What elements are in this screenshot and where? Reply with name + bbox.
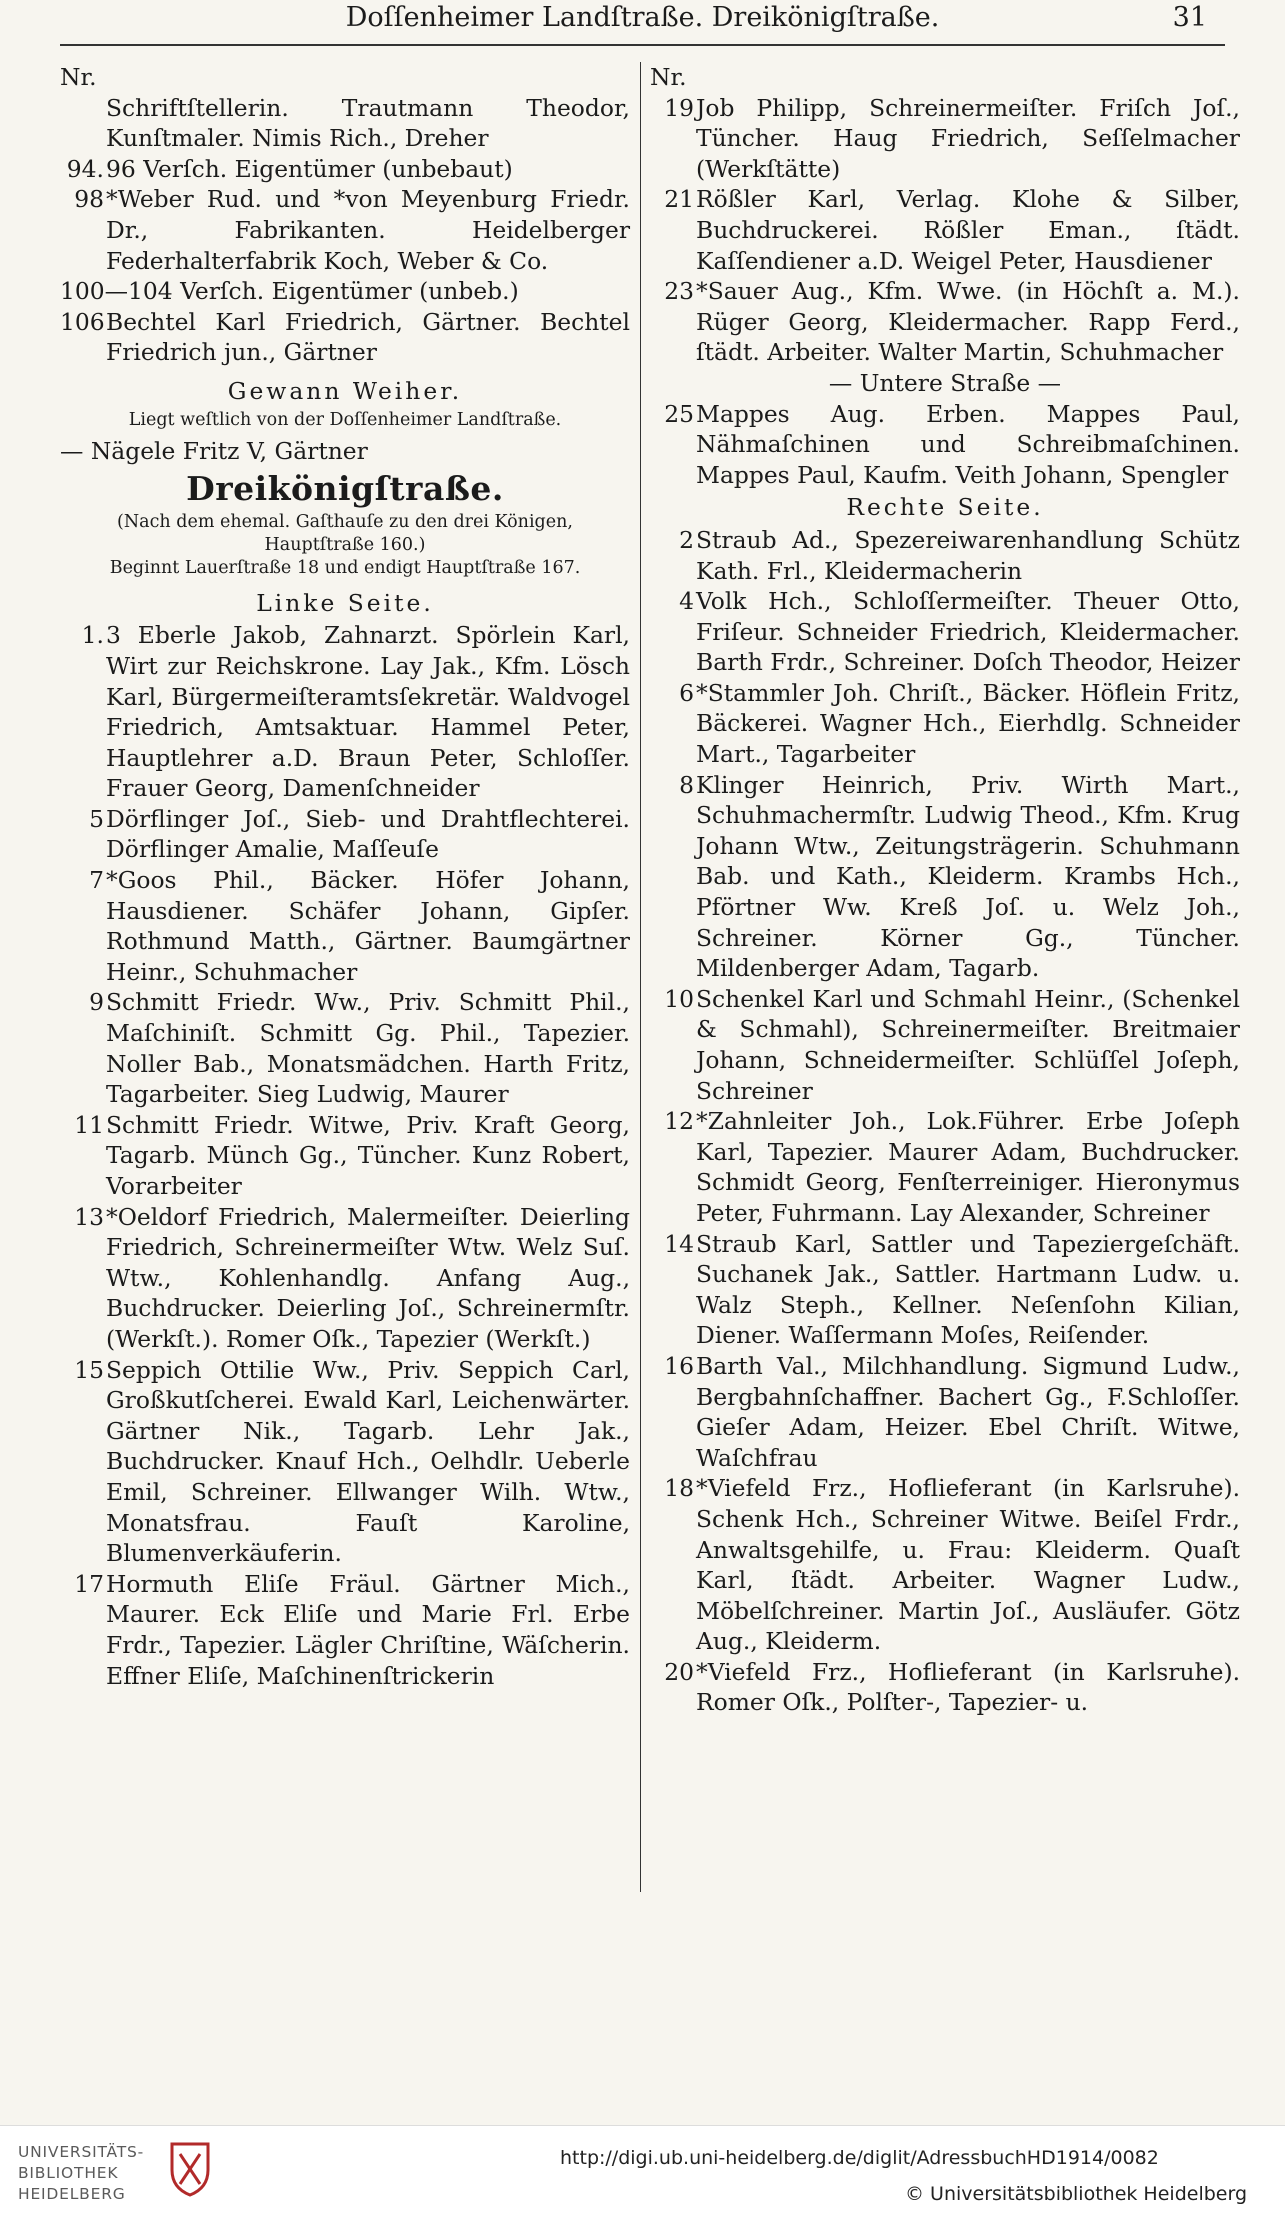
house-number: 23 [664,277,694,306]
entry-text: Schmitt Friedr. Witwe, Priv. Kraft Georg, Tagarb. Münch Gg., Tüncher. Kunz Robert, Vorarbeiter [106,1110,630,1200]
house-number: 94. [66,154,104,183]
address-entry [650,276,1240,368]
entry-text: Mappes Aug. Erben. Mappes Paul, Nähmaſchinen und Schreibmaſchinen. Mappes Paul, Kaufm. Veith Johann, Spengler [696,399,1240,489]
address-entry [60,307,630,368]
entry-text: Straub Karl, Sattler und Tapeziergeſchäft. Suchanek Jak., Sattler. Hartmann Ludw. u. Walz Steph., Kellner. Neſenſohn Kilian, Diener. Waſſermann Moſes, Reiſender. [696,1229,1240,1350]
entry-text: Schmitt Friedr. Ww., Priv. Schmitt Phil., Maſchiniſt. Schmitt Gg. Phil., Tapezier. Noller Bab., Monatsmädchen. Harth Fritz, Tagarbeiter. Sieg Ludwig, Maurer [106,988,630,1109]
address-entry [650,770,1240,984]
logo-text-line: BIBLIOTHEK [18,2164,119,2182]
entry-text: Job Philipp, Schreinermeiſter. Friſch Joſ., Tüncher. Haug Friedrich, Seſſelmacher (Werkſtätte) [696,93,1240,183]
address-entry [650,1229,1240,1351]
address-entry [60,184,630,276]
entry-text: 100—104 Verſch. Eigentümer (unbeb.) [60,277,519,306]
house-number: 2 [679,525,694,554]
street-title: Dreikönigſtraße. [186,469,504,509]
street-note: (Nach dem ehemal. Gaſthauſe zu den drei Königen, Hauptſtraße 160.) [117,511,573,555]
address-entry [650,1657,1240,1718]
address-entry [60,1355,630,1569]
entry-text: Klinger Heinrich, Priv. Wirth Mart., Schuhmachermſtr. Ludwig Theod., Kfm. Krug Johann Wtw., Zeitungsträgerin. Schuhmann Bab. und Kath., Kleiderm. Krambs Hch., Pförtner Ww. Kreß Joſ. u. Welz Joh., Schreiner. Körner Gg., Tüncher. Mildenberger Adam, Tagarb. [696,770,1240,983]
cross-street-marker: — Untere Straße — [828,368,1062,397]
entry-text: *Zahnleiter Joh., Lok.Führer. Erbe Joſeph Karl, Tapezier. Maurer Adam, Buchdrucker. Schmidt Georg, Fenſterreiniger. Hieronymus Peter, Fuhrmann. Lay Alexander, Schreiner [696,1107,1240,1227]
entry-text: *Viefeld Frz., Hoflieferant (in Karlsruhe). Schenk Hch., Schreiner Witwe. Beiſel Frdr., Anwaltsgehilfe, u. Frau: Kleiderm. Quaſt Karl, ſtädt. Arbeiter. Wagner Ludw., Möbelſchreiner. Martin Joſ., Ausläufer. Götz Aug., Kleiderm. [696,1474,1240,1656]
entry-text: *Viefeld Frz., Hoflieferant (in Karlsruhe). Romer Oſk., Polſter-, Tapezier- u. [696,1657,1240,1717]
address-entry [60,276,630,307]
address-entry [650,1106,1240,1228]
house-number: 6 [679,678,694,707]
house-number: 16 [664,1351,694,1380]
address-entry [60,620,630,804]
address-entry: — Nägele Fritz V, Gärtner [60,436,368,465]
house-number: 10 [664,984,694,1013]
address-entry [650,525,1240,586]
entry-text: Bechtel Karl Friedrich, Gärtner. Bechtel Friedrich jun., Gärtner [106,307,630,367]
side-heading: Linke Seite. [256,588,434,617]
permalink-url[interactable]: http://digi.ub.uni-heidelberg.de/diglit/AdressbuchHD1914/0082 [560,2147,1159,2169]
address-entry [650,184,1240,276]
house-number: 7 [89,866,104,895]
house-number: 14 [664,1229,694,1258]
house-number: 17 [74,1569,104,1598]
house-number: 98 [74,185,104,214]
house-number: 19 [664,93,694,122]
copyright-notice: © Universitätsbibliothek Heidelberg [905,2183,1248,2205]
address-entry [60,987,630,1109]
address-entry [60,154,630,185]
house-number: 13 [74,1202,104,1231]
house-number: 15 [74,1355,104,1384]
address-entry [60,1569,630,1691]
column-divider [640,62,641,1892]
page-header [60,2,1225,40]
address-entry [650,1351,1240,1473]
house-number: 8 [679,770,694,799]
house-number: 21 [664,185,694,214]
address-entry [60,804,630,865]
street-note: Beginnt Lauerſtraße 18 und endigt Hauptſtraße 167. [109,557,581,578]
house-number: 106 [60,307,105,336]
house-number: 4 [679,587,694,616]
entry-text: *Weber Rud. und *von Meyenburg Friedr. Dr., Fabrikanten. Heidelberger Federhalterfabrik Koch, Weber & Co. [106,185,630,275]
entry-text: Rößler Karl, Verlag. Klohe & Silber, Buchdruckerei. Rößler Eman., ſtädt. Kaſſendiener a.D. Weigel Peter, Hausdiener [696,185,1240,275]
side-heading: Rechte Seite. [846,493,1044,522]
address-entry [650,586,1240,678]
library-crest-icon [168,2140,212,2198]
address-entry [650,678,1240,770]
entry-text: Volk Hch., Schloſſermeiſter. Theuer Otto, Friſeur. Schneider Friedrich, Kleidermacher. Barth Frdr., Schreiner. Doſch Theodor, Heizer [696,587,1240,677]
entry-text: *Sauer Aug., Kfm. Wwe. (in Höchſt a. M.). Rüger Georg, Kleidermacher. Rapp Ferd., ſtädt. Arbeiter. Walter Martin, Schuhmacher [696,277,1240,367]
section-note: Liegt weſtlich von der Doſſenheimer Landſtraße. [128,409,562,430]
running-title: Doſſenheimer Landſtraße. Dreikönigſtraße. [345,2,940,33]
house-number: 11 [74,1110,104,1139]
section-heading: Gewann Weiher. [227,376,463,405]
column-label: Nr. [650,63,687,91]
logo-text-line: UNIVERSITÄTS- [18,2143,145,2161]
right-column [650,62,1240,1718]
entry-text: Seppich Ottilie Ww., Priv. Seppich Carl, Großkutſcherei. Ewald Karl, Leichenwärter. Gärtner Nik., Tagarb. Lehr Jak., Buchdrucker. Knauf Hch., Oelhdlr. Ueberle Emil, Schreiner. Ellwanger Wilh. Wtw., Monatsfrau. Fauſt Karoline, Blumenverkäuferin. [106,1355,630,1568]
logo-text-line: HEIDELBERG [18,2185,126,2203]
entry-text: Dörflinger Joſ., Sieb- und Drahtflechterei. Dörflinger Amalie, Maſſeuſe [106,804,630,864]
address-entry [650,399,1240,491]
house-number: 1. [81,621,104,650]
entry-text: Straub Ad., Spezereiwarenhandlung Schütz Kath. Frl., Kleidermacherin [696,525,1240,585]
entry-text: *Stammler Joh. Chriſt., Bäcker. Höflein Fritz, Bäckerei. Wagner Hch., Eierhdlg. Schneider Mart., Tagarbeiter [696,678,1240,769]
entry-text: Schenkel Karl und Schmahl Heinr., (Schenkel & Schmahl), Schreinermeiſter. Breitmaier Johann, Schneidermeiſter. Schlüſſel Joſeph, Schreiner [696,984,1240,1105]
house-number: 5 [89,804,104,833]
header-rule [60,44,1225,46]
entry-text: *Goos Phil., Bäcker. Höfer Johann, Hausdiener. Schäfer Johann, Gipſer. Rothmund Matth., Gärtner. Baumgärtner Heinr., Schuhmacher [106,866,630,986]
house-number: 18 [664,1474,694,1503]
entry-text: 96 Verſch. Eigentümer (unbebaut) [106,154,513,183]
entry-text: *Oeldorf Friedrich, Malermeiſter. Deierling Friedrich, Schreinermeiſter Wtw. Welz Suſ. Wtw., Kohlenhandlg. Anfang Aug., Buchdrucker. Deierling Joſ., Schreinermſtr. (Werkſt.). Romer Oſk., Tapezier (Werkſt.) [106,1202,630,1353]
address-entry [650,984,1240,1106]
column-label: Nr. [60,63,97,91]
address-entry [60,865,630,987]
house-number: 12 [664,1107,694,1136]
entry-text: Hormuth Eliſe Fräul. Gärtner Mich., Maurer. Eck Eliſe und Marie Frl. Erbe Frdr., Tapezier. Lägler Chriſtine, Wäſcherin. Effner Eliſe, Maſchinenſtrickerin [106,1569,630,1690]
entry-text: Barth Val., Milchhandlung. Sigmund Ludw., Bergbahnſchaffner. Bachert Gg., F.Schloſſer. Gieſer Adam, Heizer. Ebel Chriſt. Witwe, Waſchfrau [696,1351,1240,1472]
page-number: 31 [1172,2,1207,33]
entry-text: 3 Eberle Jakob, Zahnarzt. Spörlein Karl, Wirt zur Reichskrone. Lay Jak., Kfm. Lösch Karl, Bürgermeiſteramtsſekretär. Waldvogel Friedrich, Amtsaktuar. Hammel Peter, Hauptlehrer a.D. Braun Peter, Schloſſer. Frauer Georg, Damenſchneider [106,621,630,803]
house-number: 25 [664,399,694,428]
address-entry [650,1473,1240,1657]
house-number: 9 [89,988,104,1017]
left-column [60,62,630,1691]
address-entry [60,1110,630,1202]
address-entry [60,1202,630,1355]
address-entry [650,93,1240,185]
house-number: 20 [664,1657,694,1686]
continued-entry: Schriftſtellerin. Trautmann Theodor, Kunſtmaler. Nimis Rich., Dreher [106,93,630,153]
